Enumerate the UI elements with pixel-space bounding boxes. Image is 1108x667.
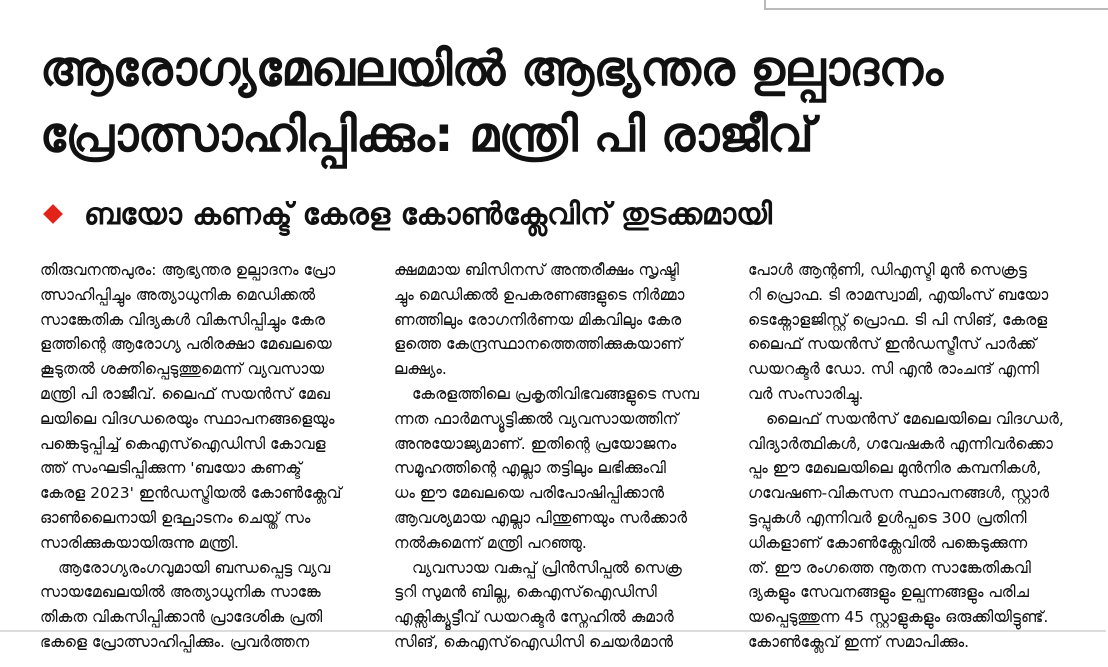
column-2 — [394, 258, 726, 651]
col3-line: ലൈഫ് സയൻസ് മേഖലയിലെ വിദഗ്ധർ, — [766, 409, 1064, 428]
col3-line: കോൺക്ലേവ് ഇന്ന് സമാപിക്കും. — [748, 632, 970, 651]
col3-line: ഗവേഷണ-വികസന സ്ഥാപനങ്ങൾ, സ്റ്റാർ — [748, 484, 1050, 503]
col1-line: മന്ത്രി പി രാജീവ്. ലൈഫ് സയൻസ് മേഖ — [40, 384, 330, 403]
col2-line: ന്നത ഫാർമസ്യൂട്ടിക്കൽ വ്യവസായത്തിന് — [394, 409, 679, 428]
headline — [40, 36, 1080, 168]
col2-line: ക്ഷമമായ ബിസിനസ് അന്തരീക്ഷം സൃഷ്ടി — [394, 261, 679, 279]
col1-line: ഓൺലൈനായി ഉദ്ഘാടനം ചെയ്ത് സം — [40, 508, 311, 527]
col1-line: ആരോഗ്യരംഗവുമായി ബന്ധപ്പെട്ട വ്യവ — [58, 558, 331, 577]
headline-line-2: പ്രോത്സാഹിപ്പിക്കും: മന്ത്രി പി രാജീവ് — [40, 107, 814, 163]
col2-line: ച്ചും മെഡിക്കൽ ഉപകരണങ്ങളുടെ നിർമ്മാ — [394, 285, 685, 304]
col1-line: ഭകളെ പ്രോത്സാഹിപ്പിക്കും. പ്രവർത്തന — [40, 632, 310, 651]
article-body — [40, 258, 1080, 651]
col2-line: ആവശ്യമായ എല്ലാ പിന്തുണയും സർക്കാർ — [394, 508, 688, 527]
col1-line: കേരള 2023' ഇൻഡസ്ട്രിയൽ കോൺക്ലേവ് — [40, 484, 342, 503]
col3-line: റി പ്രൊഫ. ടി രാമസ്വാമി, എയിംസ് ബയോ — [748, 285, 1049, 304]
col3-line: വർ സംസാരിച്ചു. — [748, 384, 864, 403]
column-1 — [40, 258, 372, 651]
red-diamond-bullet-icon — [43, 204, 63, 224]
col2-line: വ്യവസായ വകുപ്പ് പ്രിൻസിപ്പൽ സെക്ര — [412, 558, 682, 577]
subheadline: ബയോ കണക്ട് കേരള കോൺക്ലേവിന് തുടക്കമായി — [84, 196, 773, 232]
col2-line: സിങ്, കെഎസ്ഐഡിസി ചെയർമാൻ — [394, 632, 674, 651]
col3-line: യപ്പെടുത്തുന്ന 45 സ്റ്റാളുകളും ഒരുക്കിയിട്ടുണ്ട്. — [748, 608, 1049, 627]
col3-line: ഡയറക്ടർ ഡോ. സി എൻ രാംചന്ദ് എന്നി — [748, 360, 1039, 379]
col1-line: സാരിക്കുകയായിരുന്നു മന്ത്രി. — [40, 533, 239, 552]
col3-line: ദ്യകളും സേവനങ്ങളും ഉല്പന്നങ്ങളും പരിച — [748, 583, 1029, 602]
col2-line: സമൂഹത്തിന്റെ എല്ലാ തട്ടിലും ലഭിക്കുംവി — [394, 459, 666, 478]
col1-line: സാങ്കേതിക വിദ്യകൾ വികസിപ്പിച്ചും കേര — [40, 310, 325, 329]
col3-line: ത്. ഈ രംഗത്തെ നൂതന സാങ്കേതികവി — [748, 558, 1031, 577]
col3-line: വിദ്യാർത്ഥികൾ, ഗവേഷകർ എന്നിവർക്കൊ — [748, 434, 1053, 453]
column-3 — [748, 258, 1080, 651]
col2-line: നൽകുമെന്ന് മന്ത്രി പറഞ്ഞു. — [394, 533, 587, 552]
col2-line: ട്ടറി സുമൻ ബില്ല, കെഎസ്ഐഡിസി — [394, 583, 657, 602]
col3-line: ലൈഫ് സയൻസ് ഇൻഡസ്ട്രീസ് പാർക്ക് — [748, 335, 1037, 354]
col1-line: കൂടുതൽ ശക്തിപ്പെടുത്തുമെന്ന് വ്യവസായ — [40, 360, 325, 379]
col1-line: തികത വികസിപ്പിക്കാൻ പ്രാദേശിക പ്രതി — [40, 608, 323, 627]
col1-line: ളത്തിന്റെ ആരോഗ്യ പരിരക്ഷാ മേഖലയെ — [40, 335, 332, 354]
col3-line: ടെക്നോളജിസ്റ്റ് പ്രൊഫ. ടി പി സിങ്, കേരള — [748, 310, 1048, 329]
col1-line: തിരുവനന്തപുരം: ആഭ്യന്തര ഉല്പാദനം പ്രോ — [40, 261, 336, 279]
col1-line: സായമേഖലയിൽ അത്യാധുനിക സാങ്കേ — [40, 583, 321, 602]
col2-line: അനുയോജ്യമാണ്. ഇതിന്റെ പ്രയോജനം — [394, 434, 677, 453]
col1-line: ത്ത് സംഘടിപ്പിക്കുന്ന 'ബയോ കണക്ട് — [40, 459, 302, 478]
col2-line: ധം ഈ മേഖലയെ പരിപോഷിപ്പിക്കാൻ — [394, 484, 664, 503]
col3-line: പോൾ ആന്റണി, ഡിഎസ്ടി മുൻ സെക്രട്ട — [748, 261, 1027, 279]
col3-line: ട്ടപ്പുകൾ എന്നിവർ ഉൾപ്പടെ 300 പ്രതിനി — [748, 508, 1027, 527]
col2-line: ലക്ഷ്യം. — [394, 360, 447, 379]
col2-line: കേരളത്തിലെ പ്രകൃതിവിഭവങ്ങളുടെ സമ്പ — [412, 384, 699, 403]
top-right-frame — [764, 0, 1108, 10]
col1-line: ത്സാഹിപ്പിച്ചും അത്യാധുനിക മെഡിക്കൽ — [40, 285, 316, 304]
col3-line: ധികളാണ് കോൺക്ലേവിൽ പങ്കെടുക്കുന്ന — [748, 533, 1028, 552]
col3-line: പ്പം ഈ മേഖലയിലെ മുൻനിര കമ്പനികൾ, — [748, 459, 1042, 478]
col2-line: എക്സിക്യൂട്ടീവ് ഡയറക്ടർ സ്നേഹിൽ കുമാർ — [394, 608, 674, 627]
col2-line: ളത്തെ കേന്ദ്രസ്ഥാനത്തെത്തിക്കുകയാണ് — [394, 335, 683, 354]
subheadline-row — [40, 192, 1080, 236]
bottom-divider — [0, 630, 1106, 632]
col1-line: പങ്കെടുപ്പിച്ച് കെഎസ്ഐഡിസി കോവള — [40, 434, 326, 453]
col1-line: ലയിലെ വിദഗ്ധരെയും സ്ഥാപനങ്ങളെയും — [40, 409, 335, 428]
headline-line-1: ആരോഗ്യമേഖലയിൽ ആഭ്യന്തര ഉല്പാദനം — [40, 41, 943, 97]
col2-line: ണത്തിലും രോഗനിർണയ മികവിലും കേര — [394, 310, 682, 329]
